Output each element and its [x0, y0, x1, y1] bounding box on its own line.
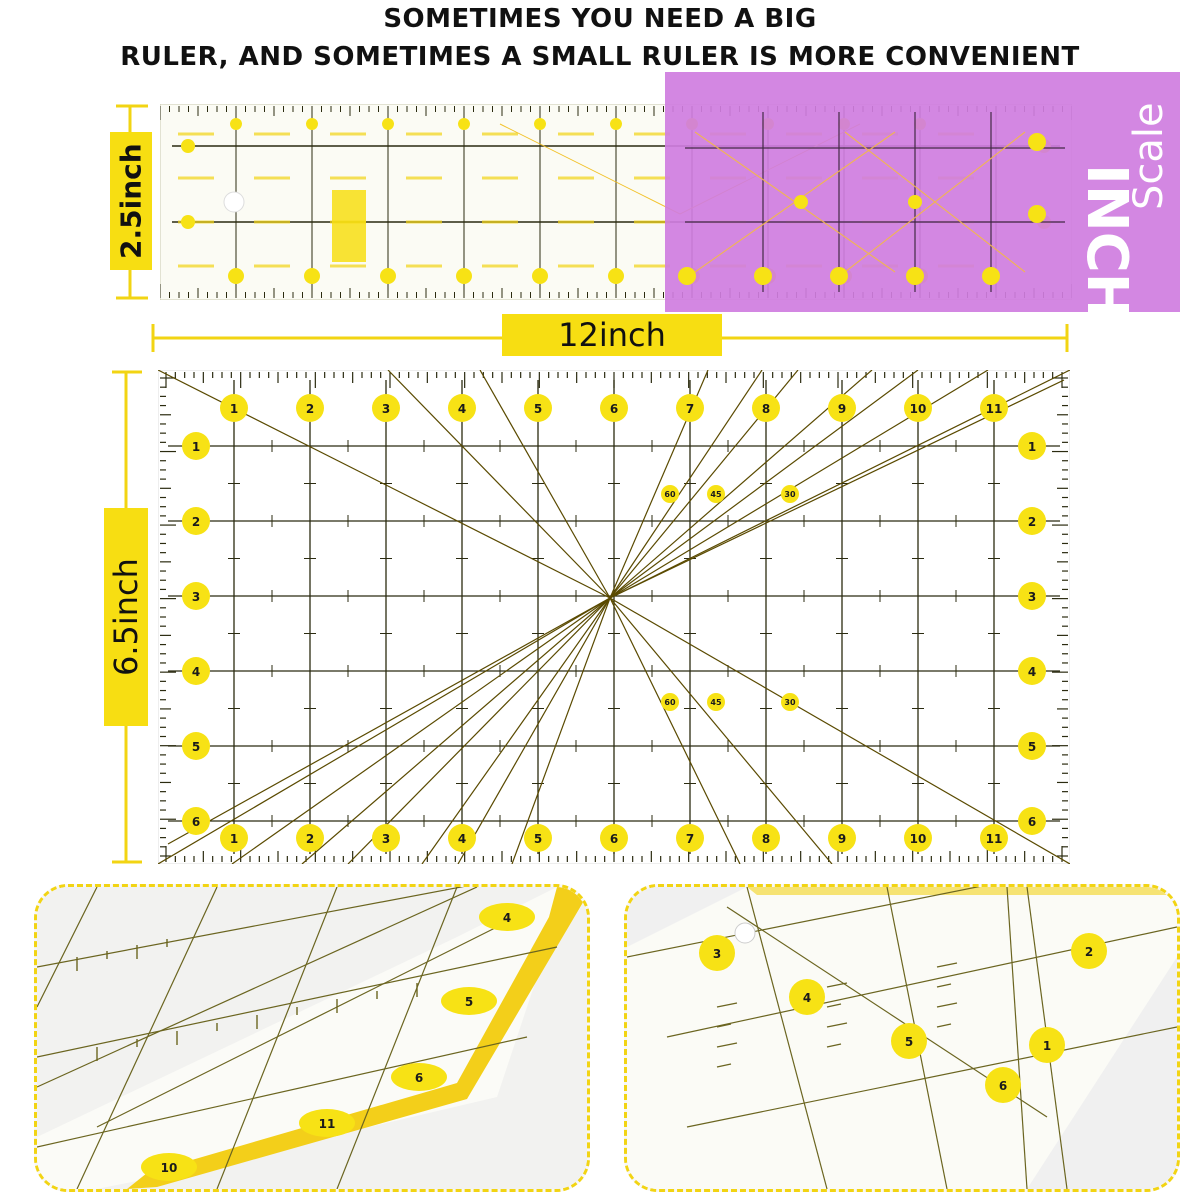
- detail-right-number-3: 3: [712, 947, 722, 961]
- top-number: 1: [229, 402, 239, 416]
- detail-right-number-4: 4: [802, 991, 812, 1005]
- ruler-closeup-right-graphic: [627, 887, 1177, 1189]
- small-ruler-side-badge: [181, 139, 195, 153]
- detail-right-number-6: 6: [998, 1079, 1008, 1093]
- ruler-closeup-left-graphic: [37, 887, 587, 1189]
- top-number: 9: [837, 402, 847, 416]
- left-number: 2: [191, 515, 201, 529]
- hanging-hole-icon: [735, 923, 755, 943]
- small-ruler-side-badge: [181, 215, 195, 229]
- detail-right-number-5: 5: [904, 1035, 914, 1049]
- top-number: 5: [533, 402, 543, 416]
- bottom-number: 4: [457, 832, 467, 846]
- angle-label-bottom: 45: [710, 698, 722, 707]
- large-ruler: [158, 370, 1070, 864]
- detail-left-number-5: 5: [464, 995, 474, 1009]
- left-number: 6: [191, 815, 201, 829]
- left-number: 1: [191, 440, 201, 454]
- top-number: 6: [609, 402, 619, 416]
- bottom-number: 3: [381, 832, 391, 846]
- angle-label-top: 60: [664, 490, 676, 499]
- bottom-number: 11: [985, 832, 1003, 846]
- small-ruler-number-badge: [532, 268, 548, 284]
- small-ruler-number-badge: [228, 268, 244, 284]
- headline-line-1: SOMETIMES YOU NEED A BIG: [383, 4, 817, 34]
- small-ruler-number-badge: [608, 268, 624, 284]
- bottom-number: 6: [609, 832, 619, 846]
- detail-right-number-1: 1: [1042, 1039, 1052, 1053]
- bottom-number: 2: [305, 832, 315, 846]
- small-ruler-number-badge: [230, 118, 242, 130]
- small-ruler-number-badge: [380, 268, 396, 284]
- angle-label-top: 45: [710, 490, 722, 499]
- small-ruler-number-badge: [610, 118, 622, 130]
- top-number: 2: [305, 402, 315, 416]
- left-number: 5: [191, 740, 201, 754]
- right-number: 1: [1027, 440, 1037, 454]
- bottom-number: 8: [761, 832, 771, 846]
- angle-label-top: 30: [784, 490, 796, 499]
- small-ruler-number-badge: [456, 268, 472, 284]
- bottom-number: 7: [685, 832, 695, 846]
- top-number: 10: [909, 402, 927, 416]
- top-number: 4: [457, 402, 467, 416]
- top-number: 8: [761, 402, 771, 416]
- right-number: 5: [1027, 740, 1037, 754]
- right-number: 3: [1027, 590, 1037, 604]
- bottom-number: 10: [909, 832, 927, 846]
- headline-line-2: RULER, AND SOMETIMES A SMALL RULER IS MORE CONVENIENT: [120, 42, 1080, 72]
- large-ruler-height-label: 6.5inch: [104, 508, 148, 726]
- detail-left-number-4: 4: [502, 911, 512, 925]
- bottom-number: 5: [533, 832, 543, 846]
- top-number: 3: [381, 402, 391, 416]
- right-number: 4: [1027, 665, 1037, 679]
- detail-closeup-left: [34, 884, 590, 1192]
- right-number: 6: [1027, 815, 1037, 829]
- small-ruler-height-label: 2.5inch: [110, 132, 152, 270]
- right-number: 2: [1027, 515, 1037, 529]
- top-number: 11: [985, 402, 1003, 416]
- bottom-number: 9: [837, 832, 847, 846]
- small-ruler-number-badge: [304, 268, 320, 284]
- detail-left-number-11: 11: [318, 1117, 336, 1131]
- large-ruler-graphic: [158, 370, 1070, 864]
- detail-right-number-2: 2: [1084, 945, 1094, 959]
- small-ruler-number-badge: [382, 118, 394, 130]
- left-number: 3: [191, 590, 201, 604]
- left-number: 4: [191, 665, 201, 679]
- angle-label-bottom: 30: [784, 698, 796, 707]
- small-ruler-number-badge: [458, 118, 470, 130]
- detail-left-number-10: 10: [160, 1161, 178, 1175]
- bottom-number: 1: [229, 832, 239, 846]
- small-ruler-number-badge: [534, 118, 546, 130]
- scale-unit: INCH: [1074, 164, 1139, 320]
- small-ruler-number-badge: [306, 118, 318, 130]
- top-number: 7: [685, 402, 695, 416]
- scale-word: Scale: [1126, 102, 1172, 210]
- small-ruler-width-label: 12inch: [502, 314, 722, 356]
- detail-closeup-right: [624, 884, 1180, 1192]
- detail-left-number-6: 6: [414, 1071, 424, 1085]
- angle-label-bottom: 60: [664, 698, 676, 707]
